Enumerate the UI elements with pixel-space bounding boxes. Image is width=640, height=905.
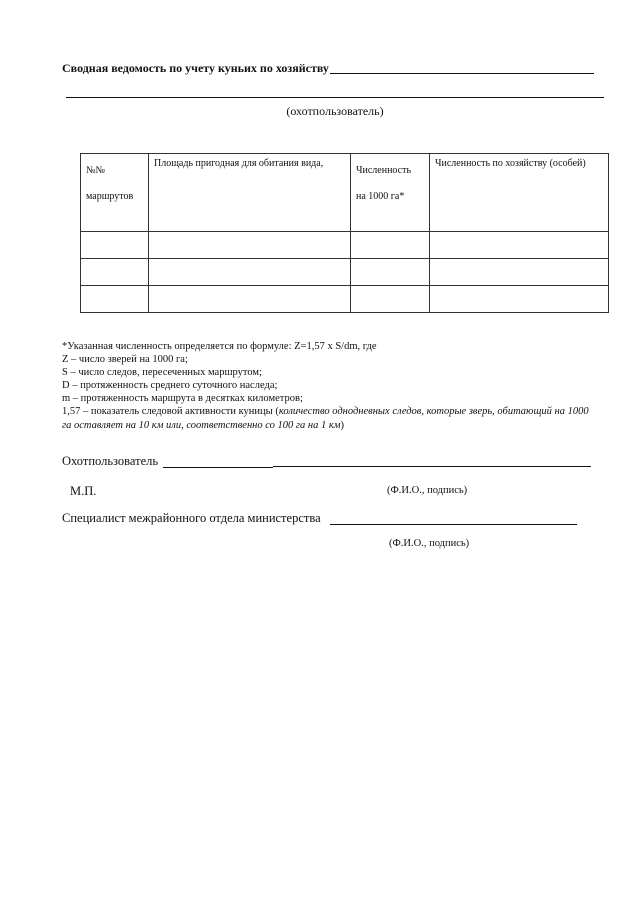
table-cell[interactable] (81, 286, 149, 313)
hunting-user-caption: (охотпользователь) (286, 104, 384, 118)
table-cell[interactable] (351, 259, 430, 286)
table-cell[interactable] (430, 286, 609, 313)
table-row (81, 286, 609, 313)
note-line (62, 405, 622, 418)
hunting-user-signature-line (163, 467, 273, 468)
table-header-row (81, 154, 609, 232)
header-route-numbers-line2: маршрутов (86, 191, 134, 202)
header-density-line2: на 1000 га* (356, 191, 405, 202)
stamp-place-label: М.П. (70, 484, 97, 498)
hunting-user-name-line (273, 466, 591, 467)
table-row (81, 259, 609, 286)
table-cell[interactable] (351, 232, 430, 259)
note-italic-text: количество однодневных следов, которые зверь, обитающий на 1000 (278, 406, 589, 418)
table-cell[interactable] (149, 259, 351, 286)
table-cell[interactable] (430, 259, 609, 286)
table-cell[interactable] (430, 232, 609, 259)
title-underline (330, 73, 594, 74)
note-line: m – протяженность маршрута в десятках километров; (62, 393, 303, 405)
census-table (80, 153, 609, 313)
note-line: S – число следов, пересеченных маршрутом; (62, 367, 262, 379)
specialist-signature-label: Специалист межрайонного отдела министерства (62, 511, 321, 525)
table-row (81, 232, 609, 259)
table-cell[interactable] (149, 232, 351, 259)
note-text: 1,57 – показатель следовой активности куницы ( (62, 406, 279, 418)
header-density-line1: Численность (356, 165, 412, 176)
specialist-signature-line (330, 524, 577, 525)
header-density (351, 154, 430, 232)
header-route-numbers-line1: №№ (86, 165, 106, 176)
table-cell[interactable] (351, 286, 430, 313)
note-line: D – протяженность среднего суточного наследа; (62, 380, 278, 392)
header-habitat-area: Площадь пригодная для обитания вида, (149, 154, 351, 232)
formula-notes (62, 340, 622, 432)
hunting-user-signature-caption: (Ф.И.О., подпись) (387, 485, 468, 496)
header-farm-population: Численность по хозяйству (особей) (430, 154, 609, 232)
document-title: Сводная ведомость по учету куньих по хозяйству (62, 61, 329, 75)
table-cell[interactable] (81, 232, 149, 259)
note-line: *Указанная численность определяется по формуле: Z=1,57 x S/dm, где (62, 341, 377, 352)
note-line (62, 419, 622, 432)
note-italic-text: га оставляет на 10 км или, соответственно со 100 га на 1 км (62, 419, 341, 431)
hunting-user-signature-label: Охотпользователь (62, 454, 159, 468)
note-line: Z – число зверей на 1000 га; (62, 354, 188, 366)
specialist-signature-caption: (Ф.И.О., подпись) (389, 538, 470, 549)
note-text: ) (340, 419, 344, 431)
table-cell[interactable] (149, 286, 351, 313)
hunting-user-underline (66, 97, 604, 98)
header-route-numbers (81, 154, 149, 232)
table-cell[interactable] (81, 259, 149, 286)
